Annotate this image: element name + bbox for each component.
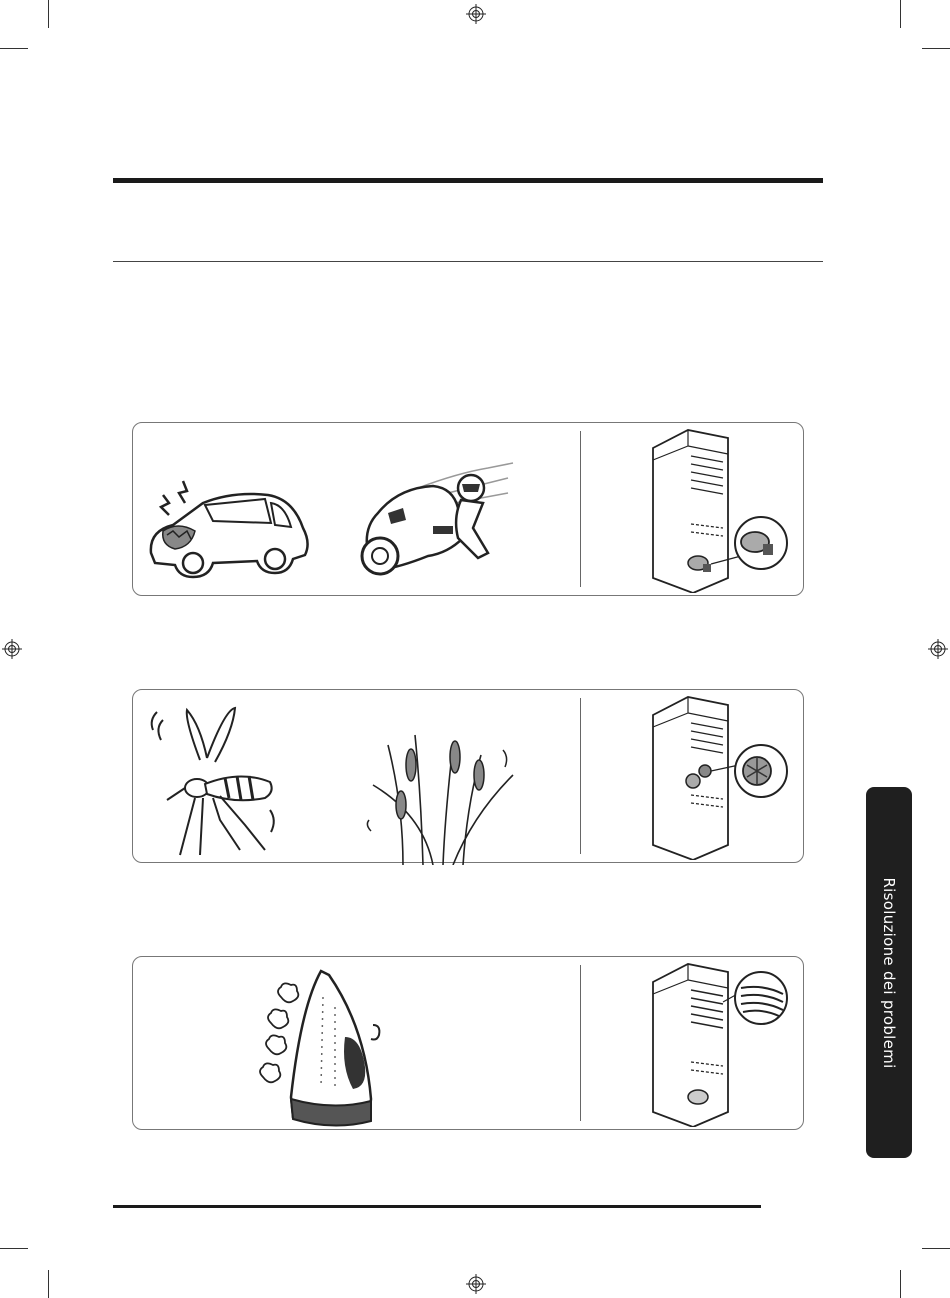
crop-mark: [922, 48, 950, 49]
crop-mark: [900, 1270, 901, 1298]
refrigerator-compressor-icon: [643, 428, 793, 593]
panel-divider: [580, 431, 581, 587]
mosquito-icon: [145, 700, 290, 860]
crop-mark: [900, 0, 901, 28]
crop-mark: [48, 0, 49, 28]
steam-iron-icon: [253, 967, 388, 1132]
car-icon: [143, 473, 313, 583]
registration-mark-icon: [2, 639, 22, 659]
registration-mark-icon: [928, 639, 948, 659]
noise-illustration-panel-3: [132, 956, 804, 1130]
crop-mark: [0, 48, 28, 49]
crop-mark: [48, 1270, 49, 1298]
refrigerator-evaporator-icon: [643, 962, 793, 1127]
panel-divider: [580, 965, 581, 1121]
noise-illustration-panel-2: [132, 689, 804, 863]
header-rule: [113, 178, 823, 183]
registration-mark-icon: [466, 4, 486, 24]
panel-divider: [580, 698, 581, 854]
side-tab-label: Risoluzione dei problemi: [880, 876, 898, 1069]
crop-mark: [922, 1248, 950, 1249]
registration-mark-icon: [466, 1274, 486, 1294]
motorcycle-icon: [358, 458, 518, 583]
noise-illustration-panel-1: [132, 422, 804, 596]
refrigerator-fan-icon: [643, 695, 793, 860]
section-side-tab: [866, 787, 912, 1158]
footer-rule: [113, 1205, 761, 1208]
cattail-reeds-icon: [363, 725, 523, 865]
crop-mark: [0, 1248, 28, 1249]
section-rule: [113, 261, 823, 262]
